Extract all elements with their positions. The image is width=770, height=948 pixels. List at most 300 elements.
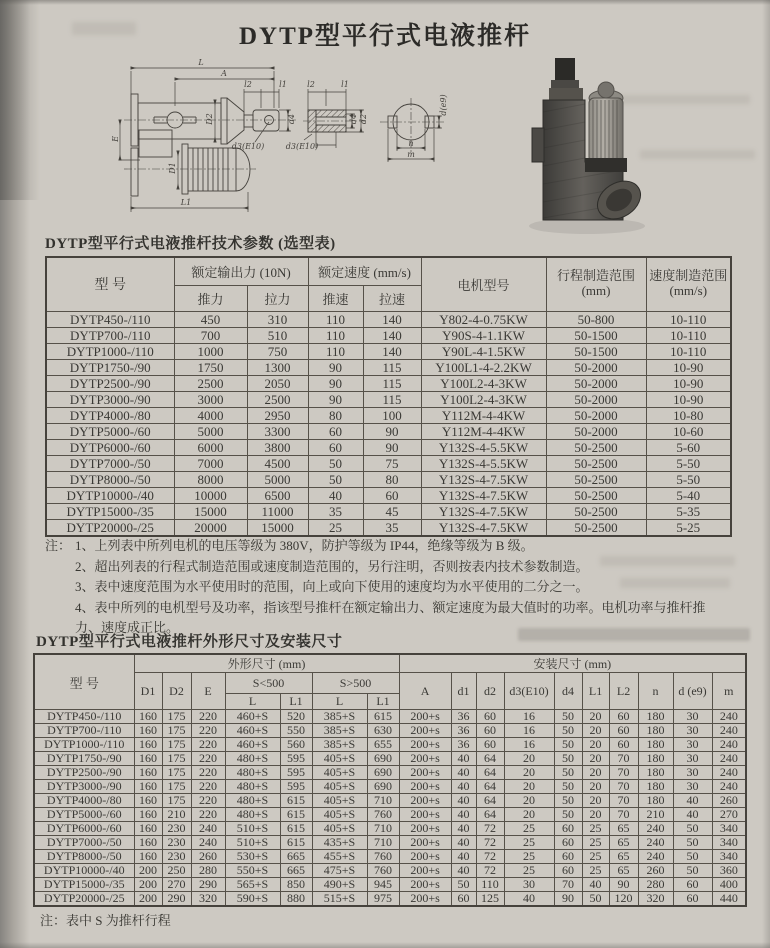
value-cell: 475+S <box>312 864 367 878</box>
value-cell: 10-110 <box>646 343 731 359</box>
value-cell: 25 <box>308 519 363 536</box>
value-cell: 240 <box>712 710 746 724</box>
value-cell: 260 <box>712 794 746 808</box>
model-cell: DYTP20000-/25 <box>46 519 174 536</box>
model-cell: DYTP3000-/90 <box>34 780 134 794</box>
value-cell: 30 <box>504 878 554 892</box>
value-cell: 615 <box>280 794 312 808</box>
value-cell: 35 <box>308 503 363 519</box>
value-cell: 20 <box>504 752 554 766</box>
model-cell: DYTP10000-/40 <box>34 864 134 878</box>
model-cell: DYTP1750-/90 <box>34 752 134 766</box>
table1-section-title: DYTP型平行式电液推杆技术参数 (选型表) <box>45 236 336 252</box>
value-cell: 50 <box>554 738 582 752</box>
table-row <box>34 822 746 836</box>
value-cell: 5-35 <box>646 503 731 519</box>
value-cell: 60 <box>609 710 638 724</box>
value-cell: 385+S <box>312 710 367 724</box>
value-cell: 240 <box>712 724 746 738</box>
value-cell: 975 <box>367 892 399 907</box>
value-cell: 180 <box>638 780 673 794</box>
value-cell: 230 <box>162 822 191 836</box>
value-cell: 710 <box>367 794 399 808</box>
model-cell: DYTP700-/110 <box>46 327 174 343</box>
table-row <box>46 503 731 519</box>
model-cell: DYTP3000-/90 <box>46 391 174 407</box>
value-cell: 70 <box>609 752 638 766</box>
value-cell: 595 <box>280 766 312 780</box>
value-cell: 20 <box>504 780 554 794</box>
value-cell: 140 <box>363 343 421 359</box>
table-row <box>46 343 731 359</box>
value-cell: 405+S <box>312 808 367 822</box>
value-cell: 70 <box>609 766 638 780</box>
value-cell: 64 <box>476 780 504 794</box>
value-cell: 110 <box>308 311 363 327</box>
value-cell: 550+S <box>225 864 280 878</box>
value-cell: 50 <box>451 878 476 892</box>
table-row <box>46 519 731 536</box>
value-cell: 6000 <box>174 439 247 455</box>
value-cell: Y132S-4-7.5KW <box>421 503 546 519</box>
value-cell: 30 <box>673 766 712 780</box>
value-cell: 435+S <box>312 836 367 850</box>
value-cell: 2050 <box>247 375 308 391</box>
value-cell: 180 <box>638 738 673 752</box>
value-cell: 455+S <box>312 850 367 864</box>
table-row <box>46 391 731 407</box>
value-cell: 690 <box>367 752 399 766</box>
col-stroke-range <box>546 257 646 311</box>
value-cell: 10-60 <box>646 423 731 439</box>
value-cell: 50 <box>582 892 609 907</box>
value-cell: 72 <box>476 864 504 878</box>
value-cell: 240 <box>712 752 746 766</box>
value-cell: 25 <box>504 864 554 878</box>
value-cell: 20 <box>582 738 609 752</box>
value-cell: 20 <box>582 780 609 794</box>
col-A: A <box>399 673 451 710</box>
dim-label-d3E10: d3(E10) <box>231 142 265 151</box>
value-cell: 385+S <box>312 738 367 752</box>
value-cell: 280 <box>191 864 225 878</box>
value-cell: 175 <box>162 766 191 780</box>
value-cell: Y90L-4-1.5KW <box>421 343 546 359</box>
value-cell: 90 <box>308 375 363 391</box>
model-cell: DYTP7000-/50 <box>46 455 174 471</box>
value-cell: 20 <box>504 808 554 822</box>
value-cell: 460+S <box>225 724 280 738</box>
model-cell: DYTP450-/110 <box>46 311 174 327</box>
value-cell: 60 <box>476 724 504 738</box>
table-row <box>46 311 731 327</box>
value-cell: 70 <box>609 808 638 822</box>
note-item: 2、超出列表的行程式制造范围或速度制造范围的，另行注明，否则按表内技术参数制造。 <box>75 558 589 574</box>
value-cell: 65 <box>609 850 638 864</box>
value-cell: 240 <box>712 780 746 794</box>
value-cell: 175 <box>162 752 191 766</box>
value-cell: 200+s <box>399 766 451 780</box>
value-cell: 655 <box>367 738 399 752</box>
value-cell: 10-90 <box>646 359 731 375</box>
value-cell: Y100L1-4-2.2KW <box>421 359 546 375</box>
value-cell: 690 <box>367 766 399 780</box>
value-cell: 50-1500 <box>546 343 646 359</box>
col-L-lt: L <box>225 694 280 710</box>
value-cell: 50-2000 <box>546 375 646 391</box>
value-cell: 50 <box>308 455 363 471</box>
value-cell: 200+s <box>399 780 451 794</box>
value-cell: 120 <box>609 892 638 907</box>
value-cell: 5-25 <box>646 519 731 536</box>
value-cell: 210 <box>638 808 673 822</box>
value-cell: 115 <box>363 359 421 375</box>
model-cell: DYTP15000-/35 <box>46 503 174 519</box>
value-cell: 220 <box>191 710 225 724</box>
value-cell: 175 <box>162 724 191 738</box>
value-cell: 945 <box>367 878 399 892</box>
table-row <box>34 724 746 738</box>
value-cell: 1000 <box>174 343 247 359</box>
model-cell: DYTP4000-/80 <box>46 407 174 423</box>
value-cell: 50-800 <box>546 311 646 327</box>
value-cell: 125 <box>476 892 504 907</box>
value-cell: 110 <box>476 878 504 892</box>
value-cell: 240 <box>191 822 225 836</box>
value-cell: 405+S <box>312 780 367 794</box>
value-cell: 50 <box>554 710 582 724</box>
value-cell: 64 <box>476 808 504 822</box>
value-cell: 50-2500 <box>546 519 646 536</box>
value-cell: 100 <box>363 407 421 423</box>
value-cell: 595 <box>280 752 312 766</box>
value-cell: 615 <box>280 836 312 850</box>
value-cell: 50-2000 <box>546 359 646 375</box>
value-cell: 220 <box>191 724 225 738</box>
table-row <box>34 892 746 907</box>
value-cell: 385+S <box>312 724 367 738</box>
col-speed-range-line1: 速度制造范围 <box>649 268 728 284</box>
value-cell: 160 <box>134 724 162 738</box>
value-cell: 3300 <box>247 423 308 439</box>
value-cell: 115 <box>363 375 421 391</box>
value-cell: 220 <box>191 808 225 822</box>
value-cell: 50-2000 <box>546 391 646 407</box>
col-d2: d2 <box>476 673 504 710</box>
value-cell: 200+s <box>399 878 451 892</box>
col-m: m <box>712 673 746 710</box>
value-cell: 175 <box>162 710 191 724</box>
value-cell: 10-90 <box>646 391 731 407</box>
col-stroke-range-line1: 行程制造范围 <box>557 268 636 284</box>
value-cell: 530+S <box>225 850 280 864</box>
col-L1-install: L1 <box>582 673 609 710</box>
col-d3E10: d3(E10) <box>504 673 554 710</box>
technical-drawing <box>98 56 538 234</box>
value-cell: 615 <box>280 808 312 822</box>
model-cell: DYTP7000-/50 <box>34 836 134 850</box>
dim-label-d2-section: d2 <box>359 113 368 125</box>
value-cell: 50 <box>673 864 712 878</box>
col-stroke-range-unit: (mm) <box>581 283 611 299</box>
value-cell: 90 <box>363 423 421 439</box>
value-cell: 65 <box>609 836 638 850</box>
value-cell: 760 <box>367 850 399 864</box>
value-cell: 220 <box>191 766 225 780</box>
colgroup-rated-speed: 额定速度 (mm/s) <box>308 257 421 285</box>
value-cell: 3000 <box>174 391 247 407</box>
table-row <box>34 710 746 724</box>
value-cell: 200+s <box>399 850 451 864</box>
value-cell: 10000 <box>174 487 247 503</box>
value-cell: 4000 <box>174 407 247 423</box>
value-cell: 60 <box>476 710 504 724</box>
model-cell: DYTP5000-/60 <box>46 423 174 439</box>
value-cell: Y112M-4-4KW <box>421 407 546 423</box>
table-row <box>46 407 731 423</box>
value-cell: 10-90 <box>646 375 731 391</box>
value-cell: 60 <box>554 864 582 878</box>
value-cell: 75 <box>363 455 421 471</box>
value-cell: Y100L2-4-3KW <box>421 391 546 407</box>
value-cell: 550 <box>280 724 312 738</box>
value-cell: 50-2500 <box>546 487 646 503</box>
value-cell: 64 <box>476 794 504 808</box>
table-row <box>34 864 746 878</box>
table-row <box>34 794 746 808</box>
value-cell: 200+s <box>399 738 451 752</box>
col-de9: d (e9) <box>673 673 712 710</box>
value-cell: 220 <box>191 752 225 766</box>
value-cell: 16 <box>504 738 554 752</box>
value-cell: 450 <box>174 311 247 327</box>
value-cell: 20000 <box>174 519 247 536</box>
col-model: 型 号 <box>34 654 134 710</box>
table2-section-title: DYTP型平行式电液推杆外形尺寸及安装尺寸 <box>36 634 343 650</box>
value-cell: 175 <box>162 738 191 752</box>
value-cell: 270 <box>712 808 746 822</box>
col-model: 型 号 <box>46 257 174 311</box>
value-cell: 30 <box>673 738 712 752</box>
value-cell: 700 <box>174 327 247 343</box>
value-cell: 160 <box>134 808 162 822</box>
colgroup-s-lt-500: S<500 <box>225 673 312 694</box>
value-cell: 405+S <box>312 822 367 836</box>
value-cell: 480+S <box>225 752 280 766</box>
value-cell: 30 <box>673 752 712 766</box>
value-cell: 7000 <box>174 455 247 471</box>
col-pull-force: 拉力 <box>247 285 308 311</box>
value-cell: 615 <box>280 822 312 836</box>
dim-label-l2: l2 <box>244 80 252 89</box>
value-cell: 72 <box>476 822 504 836</box>
col-n: n <box>638 673 673 710</box>
value-cell: 240 <box>712 738 746 752</box>
value-cell: 20 <box>582 808 609 822</box>
dim-label-L: L <box>198 58 204 67</box>
value-cell: Y132S-4-5.5KW <box>421 455 546 471</box>
value-cell: 5-50 <box>646 455 731 471</box>
value-cell: 175 <box>162 780 191 794</box>
value-cell: 230 <box>162 850 191 864</box>
value-cell: 36 <box>451 738 476 752</box>
value-cell: 1750 <box>174 359 247 375</box>
value-cell: 10-110 <box>646 327 731 343</box>
table-row <box>46 375 731 391</box>
value-cell: Y802-4-0.75KW <box>421 311 546 327</box>
value-cell: 2500 <box>174 375 247 391</box>
value-cell: 25 <box>504 836 554 850</box>
value-cell: 60 <box>673 878 712 892</box>
table1-notes <box>45 536 717 639</box>
value-cell: 710 <box>367 836 399 850</box>
value-cell: 260 <box>191 850 225 864</box>
value-cell: 665 <box>280 850 312 864</box>
model-cell: DYTP20000-/25 <box>34 892 134 907</box>
value-cell: 220 <box>191 780 225 794</box>
value-cell: 180 <box>638 724 673 738</box>
value-cell: 665 <box>280 864 312 878</box>
value-cell: 110 <box>308 343 363 359</box>
value-cell: 615 <box>367 710 399 724</box>
notes-label: 注： <box>45 538 72 553</box>
dim-label-D2: D2 <box>205 113 214 125</box>
page-edge-bottom <box>0 942 770 948</box>
value-cell: 20 <box>582 794 609 808</box>
col-push-force: 推力 <box>174 285 247 311</box>
value-cell: 115 <box>363 391 421 407</box>
col-L1-lt: L1 <box>280 694 312 710</box>
value-cell: 35 <box>363 519 421 536</box>
table-row <box>46 423 731 439</box>
value-cell: 50 <box>554 780 582 794</box>
value-cell: 25 <box>504 822 554 836</box>
value-cell: 140 <box>363 311 421 327</box>
value-cell: 160 <box>134 738 162 752</box>
value-cell: 60 <box>673 892 712 907</box>
value-cell: 565+S <box>225 878 280 892</box>
model-cell: DYTP4000-/80 <box>34 794 134 808</box>
col-L2-install: L2 <box>609 673 638 710</box>
dim-label-D1: D1 <box>168 162 177 174</box>
value-cell: 70 <box>554 878 582 892</box>
value-cell: 40 <box>451 794 476 808</box>
value-cell: 90 <box>308 391 363 407</box>
value-cell: 60 <box>308 423 363 439</box>
value-cell: 360 <box>712 864 746 878</box>
model-cell: DYTP8000-/50 <box>46 471 174 487</box>
value-cell: 60 <box>451 892 476 907</box>
value-cell: 30 <box>673 724 712 738</box>
table-row <box>46 487 731 503</box>
value-cell: 36 <box>451 710 476 724</box>
value-cell: 160 <box>134 780 162 794</box>
value-cell: 560 <box>280 738 312 752</box>
value-cell: Y112M-4-4KW <box>421 423 546 439</box>
col-push-speed: 推速 <box>308 285 363 311</box>
value-cell: 50 <box>554 808 582 822</box>
value-cell: Y100L2-4-3KW <box>421 375 546 391</box>
table-row <box>46 327 731 343</box>
value-cell: 10-110 <box>646 311 731 327</box>
value-cell: 15000 <box>174 503 247 519</box>
colgroup-s-gt-500: S>500 <box>312 673 399 694</box>
value-cell: 50 <box>673 822 712 836</box>
value-cell: 25 <box>582 836 609 850</box>
value-cell: 11000 <box>247 503 308 519</box>
value-cell: 2500 <box>247 391 308 407</box>
value-cell: 180 <box>638 752 673 766</box>
value-cell: 880 <box>280 892 312 907</box>
value-cell: 3800 <box>247 439 308 455</box>
value-cell: 340 <box>712 836 746 850</box>
dim-label-n: n <box>408 139 414 148</box>
value-cell: Y132S-4-7.5KW <box>421 519 546 536</box>
value-cell: 6500 <box>247 487 308 503</box>
main-view <box>120 68 296 212</box>
value-cell: 460+S <box>225 738 280 752</box>
table-row <box>34 780 746 794</box>
value-cell: 140 <box>363 327 421 343</box>
value-cell: 20 <box>582 710 609 724</box>
value-cell: 5-60 <box>646 439 731 455</box>
value-cell: 30 <box>673 780 712 794</box>
value-cell: 50-1500 <box>546 327 646 343</box>
table-row <box>34 738 746 752</box>
value-cell: 320 <box>638 892 673 907</box>
value-cell: 50 <box>673 850 712 864</box>
value-cell: 80 <box>308 407 363 423</box>
value-cell: 60 <box>476 738 504 752</box>
value-cell: 200 <box>134 892 162 907</box>
value-cell: 480+S <box>225 766 280 780</box>
value-cell: 60 <box>308 439 363 455</box>
value-cell: 60 <box>609 724 638 738</box>
value-cell: 50 <box>554 724 582 738</box>
dimensions-table <box>33 653 747 907</box>
value-cell: 310 <box>247 311 308 327</box>
table-row <box>34 850 746 864</box>
value-cell: 60 <box>554 822 582 836</box>
value-cell: 510+S <box>225 836 280 850</box>
col-E: E <box>191 673 225 710</box>
value-cell: 340 <box>712 850 746 864</box>
value-cell: 50 <box>308 471 363 487</box>
dim-label-d4: d4 <box>287 113 296 125</box>
value-cell: 25 <box>582 822 609 836</box>
value-cell: 20 <box>582 766 609 780</box>
dim-label-l1: l1 <box>279 80 287 89</box>
value-cell: 40 <box>308 487 363 503</box>
model-cell: DYTP2500-/90 <box>34 766 134 780</box>
value-cell: 520 <box>280 710 312 724</box>
value-cell: Y132S-4-7.5KW <box>421 487 546 503</box>
value-cell: 850 <box>280 878 312 892</box>
value-cell: 480+S <box>225 808 280 822</box>
value-cell: 160 <box>134 710 162 724</box>
value-cell: 25 <box>582 850 609 864</box>
page-edge-right <box>762 0 770 948</box>
value-cell: 16 <box>504 724 554 738</box>
value-cell: 5000 <box>174 423 247 439</box>
dim-label-d4-section: d4 <box>349 113 358 125</box>
value-cell: 200+s <box>399 710 451 724</box>
value-cell: 405+S <box>312 766 367 780</box>
value-cell: 40 <box>451 822 476 836</box>
dim-label-de9: d(e9) <box>439 94 448 116</box>
table-row <box>34 878 746 892</box>
value-cell: 40 <box>673 794 712 808</box>
